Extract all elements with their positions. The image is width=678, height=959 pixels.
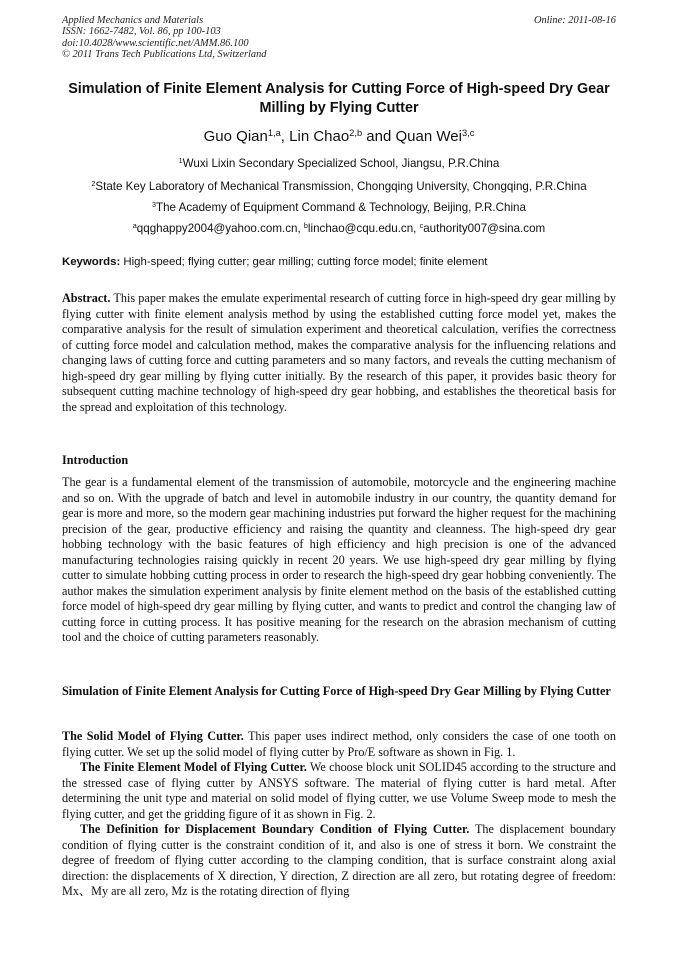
paragraph-text: We choose block unit SOLID45 according to the structure and the stressed case of flying cutter by ANSYS software. The material of flying cutter is hard metal. After determining the unit type and material on solid model of flying cutter, we use Volume Sweep mode to mesh the flying cutter, and get the gridding figure of it as shown in Fig. 2. [62, 760, 616, 821]
affiliation-3 [40, 201, 638, 214]
author-list [40, 128, 638, 145]
paper-title: Simulation of Finite Element Analysis for Cutting Force of High-speed Dry Gear Milling by Flying Cutter [68, 81, 610, 116]
journal-name: Applied Mechanics and Materials [62, 15, 204, 26]
paragraph-label: The Solid Model of Flying Cutter. [62, 729, 244, 743]
affiliation-text: The Academy of Equipment Command & Technology, Beijing, P.R.China [156, 201, 526, 214]
issn-line: ISSN: 1662-7482, Vol. 86, pp 100-103 [62, 26, 221, 38]
email-sup: a [132, 221, 137, 231]
introduction-text: The gear is a fundamental element of the transmission of automobile, motorcycle and the engineering machine and so on. With the upgrade of batch and level in automobile industry in our country, the quantity demand for gear is more and more, so the modern gear machining industries put forward the higher request for the machining precision of the gear, productive efficiency and raising the quantity and cleanness. The high-speed dry gear hobbing technology with the basic features of high efficiency and high precision is one of the advanced manufacturing technologies raising quickly in recent 20 years. We use high-speed dry gear milling by flying cutter to simulate hobbing cutting process in order to research the high-speed dry gear hobbing conveniently. The author makes the simulation experiment analysis by finite element method on the basis of the established cutting force model of high-speed dry gear milling by flying cutter, and wants to predict and control the changing law of cutting force in cutting process. It has positive meaning for the research on the abrasion mechanism of cutting tool and the choice of cutting parameters reasonably. [62, 475, 616, 644]
paragraph-fe-model [62, 760, 616, 822]
paragraph-solid-model [62, 729, 616, 760]
author-sup: 2,b [349, 127, 363, 138]
email-link[interactable]: qqghappy2004@yahoo.com.cn, [136, 222, 304, 235]
copyright-line: © 2011 Trans Tech Publications Ltd, Switzerland [62, 49, 267, 61]
email-link[interactable]: linchao@cqu.edu.cn, [307, 222, 420, 235]
paragraph-label: The Definition for Displacement Boundary Condition of Flying Cutter. [80, 822, 470, 836]
email-sup: c [419, 221, 424, 231]
affiliation-text: Wuxi Lixin Secondary Specialized School, Jiangsu, P.R.China [182, 157, 500, 170]
affiliation-1 [40, 157, 638, 170]
keywords-label: Keywords: [62, 256, 121, 268]
abstract-label: Abstract. [62, 291, 111, 305]
paragraph-boundary-condition [62, 822, 616, 900]
introduction-heading: Introduction [62, 453, 129, 467]
email-list [40, 222, 638, 235]
paragraph-text: This paper uses indirect method, only considers the case of one tooth on flying cutter. We set up the solid model of flying cutter by Pro/E software as shown in Fig. 1. [62, 729, 616, 759]
affiliation-text: State Key Laboratory of Mechanical Transmission, Chongqing University, Chongqing, P.R.China [95, 180, 587, 193]
paragraph-text: The displacement boundary condition of flying cutter is the constraint condition of it, and also is one of stress it born. We constraint the degree of freedom of flying cutter according to the clamping condition, that is surface constraint along axial direction: the displacements of X direction, Y direction, Z direction are all zero, but rotating degree of freedom: Mx、My are all zero, Mz is the rotating direction of flying [62, 822, 616, 898]
author-separator: and [362, 128, 396, 145]
affiliation-2 [40, 180, 638, 193]
doi-line: doi:10.4028/www.scientific.net/AMM.86.100 [62, 37, 249, 49]
abstract-text: This paper makes the emulate experimental research of cutting force in high-speed dry gear milling by flying cutter with finite element analysis method by using the established cutting force model yet, makes the comparative analysis for the result of simulation experiment and theoretical calculation, verifies the correctness of cutting force model and calculation method, makes the comparative analysis for the influencing relations and changing laws of cutting force and cutting parameters and so many factors, and reveals the cutting mechanism of high-speed dry gear milling by flying cutter initially. By the research of this paper, it provides basic theory for subsequent cutting machine technology of high-speed dry gear hobbing, and establishes the theoretical basis for the spread and exploitation of this technology. [62, 291, 616, 414]
keywords-text: High-speed; flying cutter; gear milling; cutting force model; finite element [120, 256, 488, 268]
author-name: Lin Chao [289, 128, 350, 145]
abstract [62, 291, 616, 415]
simulation-heading: Simulation of Finite Element Analysis for Cutting Force of High-speed Dry Gear Milling by Flying Cutter [62, 684, 611, 698]
author-sup: 3,c [461, 127, 475, 138]
keywords [62, 256, 622, 268]
journal-header [62, 15, 616, 61]
author-separator: , [280, 128, 290, 145]
author-sup: 1,a [267, 127, 281, 138]
online-date: Online: 2011-08-16 [533, 15, 616, 26]
email-sup: b [303, 221, 308, 231]
author-name: Quan Wei [395, 128, 462, 145]
paragraph-label: The Finite Element Model of Flying Cutter. [80, 760, 307, 774]
author-name: Guo Qian [203, 128, 268, 145]
affiliation-sup: 1 [178, 156, 183, 166]
simulation-section [62, 729, 616, 900]
email-link[interactable]: authority007@sina.com [423, 222, 546, 235]
affiliation-sup: 3 [152, 200, 157, 210]
affiliation-sup: 2 [91, 179, 96, 189]
